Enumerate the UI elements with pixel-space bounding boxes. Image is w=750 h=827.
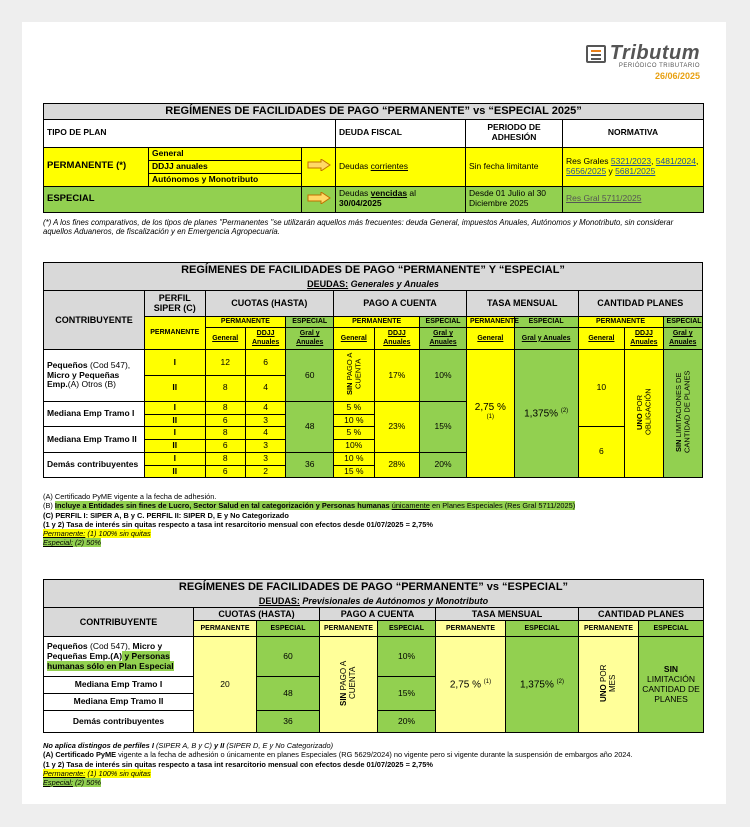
tasa-esp-cell (506, 637, 579, 733)
perm-deuda (336, 147, 466, 186)
pago-sin-bold: SIN (344, 382, 354, 396)
perfil-permanente: PERMANENTE (144, 316, 205, 349)
cuotas-esp-cell: 48 (286, 401, 334, 452)
cant-perm-bold: UNO (598, 684, 608, 703)
pago-ddjj: DDJJ Anuales (374, 328, 420, 350)
perm-sub-autonomos: Autónomos y Monotributo (149, 173, 302, 186)
header-cantidad: CANTIDAD PLANES (578, 290, 702, 316)
pago-esp-cell: 15% (378, 677, 436, 711)
table1-title: REGÍMENES DE FACILIDADES DE PAGO “PERMANENTE” vs “ESPECIAL 2025” (44, 104, 704, 120)
link-rg-5681[interactable]: 5681/2025 (615, 165, 656, 176)
contrib-pequenos (44, 350, 145, 402)
note2-esp-text: (2) 50% (73, 538, 101, 548)
note2-b (43, 501, 713, 510)
pago-perm-cell: 10% (334, 440, 374, 453)
esp-deuda-date: 30/04/2025 (339, 198, 382, 209)
deudas-type: Generales y Anuales (348, 278, 439, 289)
esp-periodo: Desde 01 Julio al 30 Diciembre 2025 (466, 186, 563, 212)
header-perfil: PERFIL SIPER (C) (144, 290, 205, 316)
table3-notes (43, 741, 723, 787)
pago-permanente: PERMANENTE (334, 316, 420, 327)
tasa-especial: ESPECIAL (514, 316, 578, 327)
pago-esp-cell: 20% (378, 711, 436, 733)
cuotas-gral-cell: 6 (205, 465, 245, 478)
brand-name: Tributum (609, 42, 700, 64)
cuotas-ddjj-cell: 4 (245, 375, 285, 401)
note3-esp-label: Especial: (43, 778, 73, 787)
pago-esp-cell: 15% (420, 401, 467, 452)
table3-title: REGÍMENES DE FACILIDADES DE PAGO “PERMANENTE” vs “ESPECIAL” (44, 580, 704, 595)
cuotas-ddjj-cell: 4 (245, 427, 285, 440)
newspaper-icon (586, 45, 606, 63)
note3-a (43, 741, 723, 750)
esp-deuda-text: Deudas (339, 188, 371, 199)
cuotas-ddjj-cell: 4 (245, 401, 285, 414)
note3-b-bold: (A) Certificado PyME (43, 750, 117, 760)
cuotas-esp-cell: 60 (257, 637, 320, 677)
tasa-esp-value: 1,375% (524, 408, 559, 420)
tasa-perm-value: 2,75 % (449, 679, 481, 691)
pago-perm-cell: 10 % (334, 414, 374, 427)
cuotas-general: General (205, 328, 245, 350)
esp-normativa (563, 186, 704, 212)
contrib-mediana-1: Mediana Emp Tramo I (44, 677, 194, 694)
note3-perm-text: (1) 100% sin quitas (85, 768, 151, 778)
plan-especial-label: ESPECIAL (44, 186, 302, 212)
cant-esp-rest: LIMITACIONES DE CANTIDAD DE PLANES (673, 371, 691, 454)
cuotas-esp-cell: 48 (257, 677, 320, 711)
link-rg-5481[interactable]: 5481/2024 (655, 155, 696, 166)
contrib-r1-b1: Pequeños (47, 641, 88, 652)
cant-esp-bold: SIN (663, 664, 679, 675)
pago-sin-cell (334, 350, 374, 402)
pago-sin-rest: PAGO A CUENTA (338, 660, 357, 700)
publication-date: 26/06/2025 (654, 71, 700, 81)
contrib-pequenos-b1: Pequeños (47, 359, 88, 370)
cuotas-gral-cell: 8 (205, 375, 245, 401)
pago-sin-bold: SIN (338, 692, 348, 707)
note3-perm (43, 769, 723, 778)
header-normativa: NORMATIVA (563, 119, 704, 147)
link-rg-5656[interactable]: 5656/2025 (566, 165, 607, 176)
contrib-r1-n1: (Cod 547), (87, 641, 133, 652)
contrib-pequenos-n1: (Cod 547), (87, 359, 131, 370)
cuotas-ddjj-cell: 3 (245, 414, 285, 427)
cant-esp-bold: SIN (673, 439, 683, 453)
header-pago-cuenta: PAGO A CUENTA (334, 290, 467, 316)
header-contribuyente: CONTRIBUYENTE (44, 290, 145, 349)
perm-arrow (302, 147, 336, 186)
note2-perm-text: (1) 100% sin quitas (85, 529, 151, 538)
note3-perm-label: Permanente: (43, 768, 86, 778)
cuotas-especial: ESPECIAL (257, 621, 320, 637)
cant-ddjj: DDJJ Anuales (625, 328, 663, 350)
esp-deuda (336, 186, 466, 212)
contrib-pequenos-n2: (A) Otros (B) (67, 379, 116, 390)
header-cantidad: CANTIDAD PLANES (579, 607, 704, 620)
table2-title: REGÍMENES DE FACILIDADES DE PAGO “PERMANENTE” Y “ESPECIAL” (44, 263, 703, 278)
cuotas-ddjj-cell: 3 (245, 440, 285, 453)
perfil-cell: I (144, 427, 205, 440)
note2-c: (C) PERFIL I: SIPER A, B y C. PERFIL II: SIPER D, E y No Categorizado (43, 510, 289, 520)
contrib-pequenos (44, 637, 194, 677)
note2-b-highlight (55, 501, 575, 510)
cuotas-especial: ESPECIAL (286, 316, 334, 327)
header-contribuyente: CONTRIBUYENTE (44, 607, 194, 636)
note2-a: (A) Certificado PyME vigente a la fecha de adhesión. (43, 492, 217, 501)
pago-sin-text (346, 350, 363, 398)
table1-footnote: (*) A los fines comparativos, de los tipos de planes "Permanentes "se utilizarán aquellos más frecuentes: deuda General, impuestos Anuales, Autónomos y Monotributo, sin considerar aquellos Aduaneros, de fiscalización y en Emergencia Agropecuaria. (43, 218, 674, 237)
perm-sub-ddjj: DDJJ anuales (149, 160, 302, 173)
cant-esp-cell (663, 350, 702, 478)
perfil-cell: II (144, 440, 205, 453)
cuotas-gral-cell: 6 (205, 440, 245, 453)
pago-ddjj-cell: 23% (374, 401, 420, 452)
note3-esp-hl (43, 778, 101, 787)
cuotas-gral-cell: 12 (205, 350, 245, 376)
cuotas-ddjj: DDJJ Anuales (245, 328, 285, 350)
cant-gral-cell: 10 (578, 350, 625, 427)
pago-sin-cell (320, 637, 378, 733)
cuotas-esp-cell: 36 (257, 711, 320, 733)
cuotas-ddjj-cell: 2 (245, 465, 285, 478)
contrib-r1-b2: Micro y Pequeñas Emp.(A) (47, 641, 163, 661)
table-previsionales (43, 579, 704, 733)
note2-perm-label: Permanente: (43, 529, 86, 538)
note3-c: (1 y 2) Tasa de interés sin quitas respecto a tasa int resarcitorio mensual con efectos desde 01/07/2025 = 2,75% (43, 759, 433, 769)
tasa-esp-cell (514, 350, 578, 478)
note3-esp-text: (2) 50% (73, 778, 101, 787)
cuotas-gral-cell: 8 (205, 401, 245, 414)
pago-perm-cell: 5 % (334, 401, 374, 414)
pago-especial: ESPECIAL (378, 621, 436, 637)
note2-esp (43, 538, 713, 547)
contrib-mediana-2: Mediana Emp Tramo II (44, 427, 145, 453)
perm-normativa (563, 147, 704, 186)
note2-b-post: en Planes Especiales (Res Gral 5711/2025) (429, 501, 576, 511)
note3-esp (43, 778, 723, 787)
tasa-perm-cell (436, 637, 506, 733)
perm-norm-sep: , (651, 155, 656, 166)
pago-perm-cell: 5 % (334, 427, 374, 440)
cant-perm-text (600, 661, 618, 705)
note2-d: (1 y 2) Tasa de interés sin quitas respecto a tasa int resarcitorio mensual con efectos desde 01/07/2025 = 2,75% (43, 519, 433, 529)
header-tipo-plan: TIPO DE PLAN (44, 119, 336, 147)
cant-permanente: PERMANENTE (578, 316, 663, 327)
pago-esp-cell: 20% (420, 452, 467, 478)
cuotas-gral-cell: 8 (205, 427, 245, 440)
plan-permanente-label: PERMANENTE (*) (44, 147, 149, 186)
note2-b-bold: Incluye a Entidades sin fines de Lucro, Sector Salud en tal categorización y Personas humanas (54, 501, 390, 511)
note3-a-n1: (SIPER A, B y C) (153, 741, 214, 750)
header-tasa: TASA MENSUAL (466, 290, 578, 316)
perm-sub-general: General (149, 147, 302, 160)
tasa-gral-anuales: Gral y Anuales (514, 328, 578, 350)
cuotas-gral-cell: 8 (205, 452, 245, 465)
tasa-permanente: PERMANENTE (466, 316, 514, 327)
esp-deuda-vencidas: vencidas (370, 188, 408, 199)
cant-esp-rest: LIMITACIÓN CANTIDAD DE PLANES (642, 674, 700, 704)
header-tasa: TASA MENSUAL (436, 607, 579, 620)
cuotas-ddjj-cell: 6 (245, 350, 285, 376)
pago-sin-text (340, 653, 358, 713)
tasa-esp-sup: (2) (556, 678, 565, 685)
perfil-cell: II (144, 375, 205, 401)
cuotas-gral-anuales: Gral y Anuales (286, 328, 334, 350)
pago-ddjj-cell: 17% (374, 350, 420, 402)
pago-esp-cell: 10% (420, 350, 467, 402)
pago-sin-rest: PAGO A CUENTA (344, 352, 362, 390)
note3-b-rest: vigente a la fecha de adhesión o únicamente en planes Especiales (RG 5629/2024) no vigente pero si vigente durante la suspensión de embargos año 2024. (116, 750, 633, 760)
perfil-cell: I (144, 350, 205, 376)
tasa-permanente: PERMANENTE (436, 621, 506, 637)
table2-subtitle (44, 278, 703, 291)
pago-general: General (334, 328, 374, 350)
brand-logo (586, 42, 700, 81)
cuotas-perm-cell: 20 (194, 637, 257, 733)
tasa-esp-sup: (2) (560, 407, 569, 414)
deudas-label: DEUDAS: (258, 595, 300, 606)
perfil-cell: I (144, 452, 205, 465)
note3-a-bold2: y II (213, 741, 225, 750)
cant-perm-rest: POR MES (598, 664, 617, 693)
cant-ddjj-bold: UNO (634, 413, 644, 430)
pago-especial: ESPECIAL (420, 316, 467, 327)
note3-a-n2: (SIPER D, E y No Categorizado) (224, 741, 334, 750)
header-cuotas: CUOTAS (HASTA) (194, 607, 320, 620)
header-cuotas: CUOTAS (HASTA) (205, 290, 334, 316)
tasa-perm-sup: (1) (486, 413, 495, 420)
arrow-right-icon (307, 159, 331, 171)
pago-esp-cell: 10% (378, 637, 436, 677)
pago-ddjj-cell: 28% (374, 452, 420, 478)
cant-ddjj-rest: POR OBLIGACIÓN (634, 388, 652, 436)
table-generales-anuales (43, 262, 703, 478)
contrib-demas: Demás contribuyentes (44, 711, 194, 733)
cuotas-esp-cell: 60 (286, 350, 334, 402)
cant-gral-anuales: Gral y Anuales (663, 328, 702, 350)
contrib-mediana-2: Mediana Emp Tramo II (44, 694, 194, 711)
note3-b (43, 750, 723, 759)
cant-permanente: PERMANENTE (579, 621, 639, 637)
contrib-demas: Demás contribuyentes (44, 452, 145, 478)
note2-b-prefix: (B) (43, 501, 55, 511)
perm-periodo: Sin fecha limitante (466, 147, 563, 186)
pago-gral-anuales: Gral y Anuales (420, 328, 467, 350)
header-deuda-fiscal: DEUDA FISCAL (336, 119, 466, 147)
tasa-perm-cell (466, 350, 514, 478)
cuotas-permanente: PERMANENTE (205, 316, 286, 327)
contrib-r1-hl: y Personas humanas sólo en Plan Especial (47, 650, 174, 671)
cant-esp-cell (639, 637, 704, 733)
header-pago-cuenta: PAGO A CUENTA (320, 607, 436, 620)
tasa-esp-value: 1,375% (519, 679, 554, 691)
table-plan-types (43, 103, 704, 213)
cuotas-permanente: PERMANENTE (194, 621, 257, 637)
contrib-mediana-1: Mediana Emp Tramo I (44, 401, 145, 427)
pago-permanente: PERMANENTE (320, 621, 378, 637)
cant-gral-cell: 6 (578, 427, 625, 478)
link-rg-5711[interactable]: Res Gral 5711/2025 (566, 193, 642, 204)
esp-arrow (302, 186, 336, 212)
contrib-pequenos-b2: Micro y Pequeñas Emp. (47, 369, 120, 390)
cuotas-esp-cell: 36 (286, 452, 334, 478)
cant-ddjj-text (636, 377, 653, 447)
note2-esp-label: Especial: (43, 538, 73, 548)
note2-perm-hl (43, 529, 151, 538)
note2-esp-hl (43, 538, 101, 547)
table3-subtitle (44, 595, 704, 608)
tasa-general: General (466, 328, 514, 350)
perm-norm-sep: , (695, 155, 699, 166)
link-rg-5321[interactable]: 5321/2023 (610, 155, 652, 166)
pago-perm-cell: 10 % (334, 452, 374, 465)
cant-esp-text (675, 353, 692, 471)
perm-deuda-corrientes: corrientes (370, 160, 408, 171)
cant-especial: ESPECIAL (639, 621, 704, 637)
note2-perm (43, 529, 713, 538)
esp-deuda-al: al (407, 188, 417, 199)
header-periodo: PERIODO DE ADHESIÓN (466, 119, 563, 147)
perm-norm-prefix: Res Grales (566, 155, 611, 166)
cuotas-ddjj-cell: 3 (245, 452, 285, 465)
document-page (22, 22, 726, 804)
cant-ddjj-cell (625, 350, 663, 478)
brand-subtitle: PERIÓDICO TRIBUTARIO (618, 63, 700, 69)
deudas-type: Previsionales de Autónomos y Monotributo (299, 595, 489, 606)
perm-deuda-text: Deudas (339, 160, 371, 171)
tasa-perm-value: 2,75 % (474, 402, 506, 414)
note2-b-underline: únicamente (391, 501, 430, 511)
table2-notes (43, 492, 713, 548)
cant-general: General (578, 328, 625, 350)
cuotas-gral-cell: 6 (205, 414, 245, 427)
arrow-right-icon (307, 192, 331, 204)
perfil-cell: II (144, 465, 205, 478)
tasa-perm-sup: (1) (483, 678, 492, 685)
cant-especial: ESPECIAL (663, 316, 702, 327)
note3-perm-hl (43, 769, 151, 778)
tasa-especial: ESPECIAL (506, 621, 579, 637)
cant-perm-cell (579, 637, 639, 733)
perfil-cell: I (144, 401, 205, 414)
deudas-label: DEUDAS: (307, 278, 349, 289)
perfil-cell: II (144, 414, 205, 427)
perm-norm-sep: y (606, 165, 616, 176)
pago-perm-cell: 15 % (334, 465, 374, 478)
note3-a-bold: No aplica distingos de perfiles I (43, 741, 154, 750)
